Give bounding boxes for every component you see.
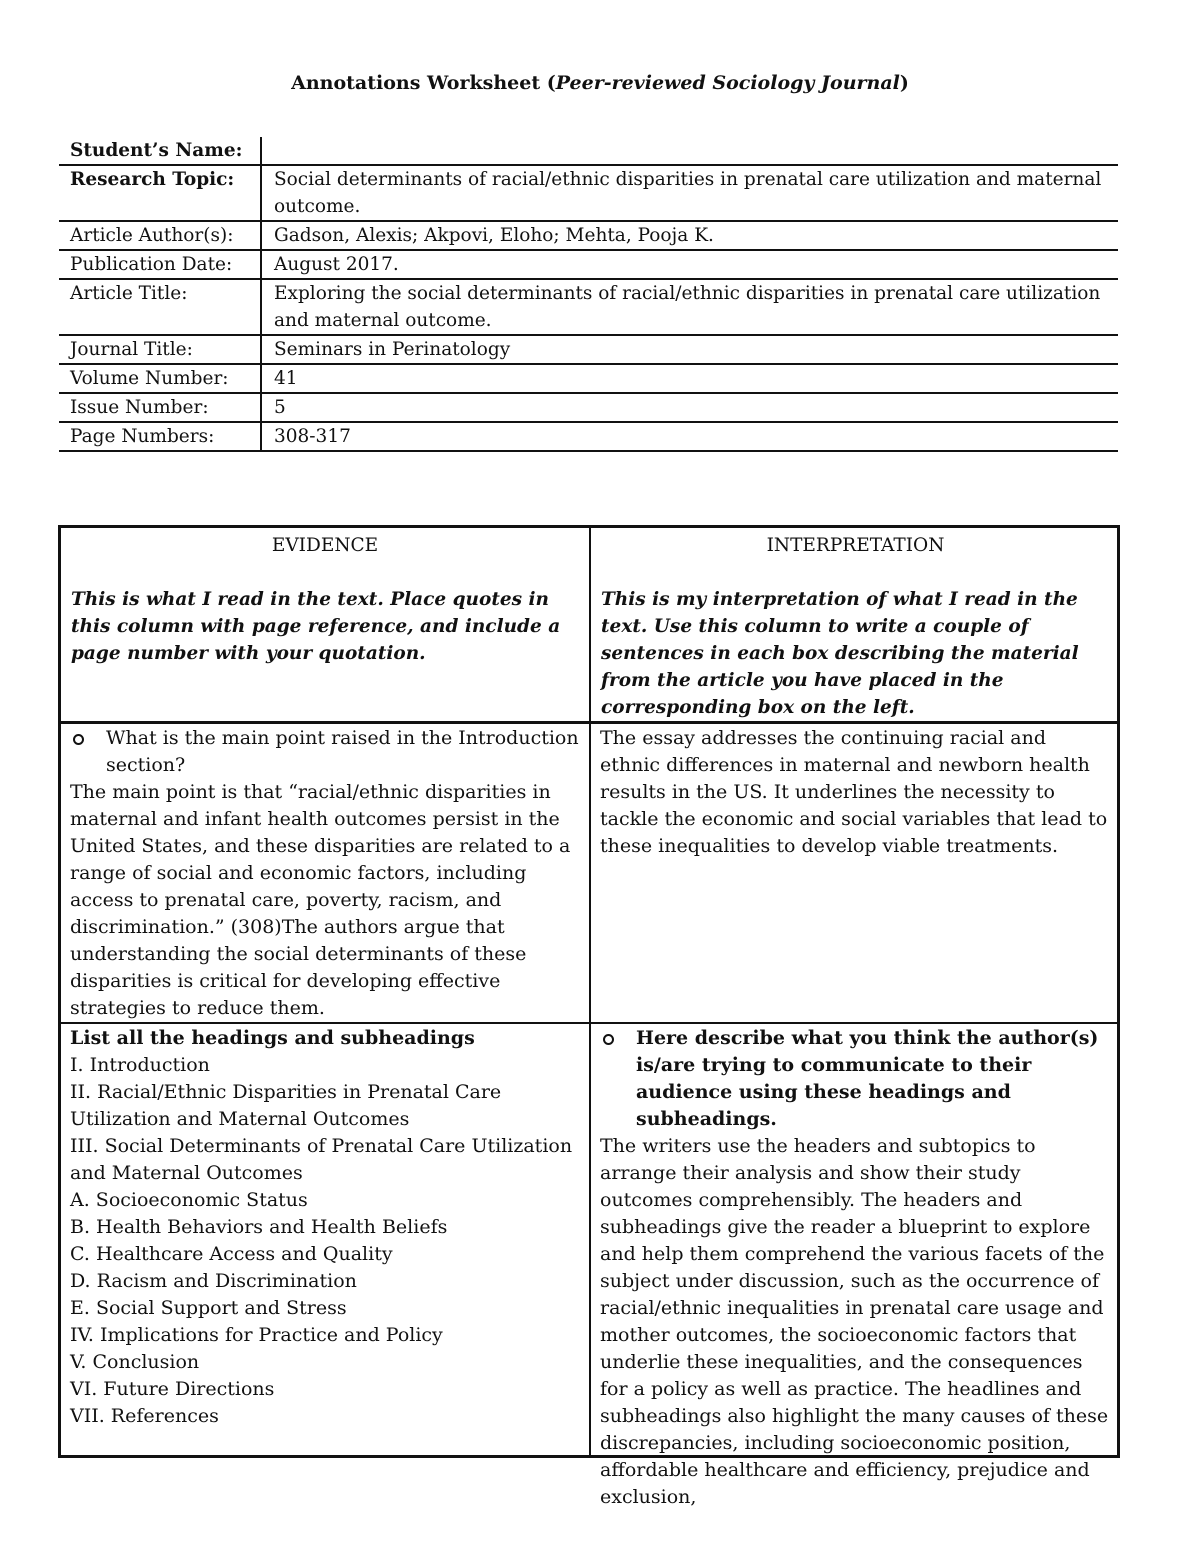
interpretation-intro-cell bbox=[591, 724, 1120, 1022]
headings-prompt bbox=[600, 1025, 1112, 1133]
article-info-table bbox=[59, 137, 1118, 452]
info-label: Article Author(s): bbox=[70, 225, 234, 246]
heading-item: VI. Future Directions bbox=[70, 1378, 275, 1400]
intro-interpretation: The essay addresses the continuing racial and ethnic differences in maternal and newborn health results in the US. It underlines the necessity to tackle the economic and social variables that lead to these inequalities to develop viable treatments. bbox=[600, 727, 1108, 857]
info-row-research-topic bbox=[59, 165, 1118, 221]
headings-title: List all the headings and subheadings bbox=[70, 1027, 475, 1049]
info-label: Publication Date: bbox=[70, 254, 233, 275]
evidence-heading: EVIDENCE bbox=[271, 535, 379, 556]
info-row-publication-date bbox=[59, 250, 1118, 279]
headings-interpretation: The writers use the headers and subtopics to arrange their analysis and show their study outcomes comprehensibly. The headers and subheadings give the reader a blueprint to explore and help them comprehend the various facets of the subject under discussion, such as the occurrence of racial/ethnic inequalities in prenatal care usage and mother outcomes, the socioeconomic factors that underlie these inequalities, and the consequences for a policy as well as practice. The headlines and subheadings also highlight the many causes of these discrepancies, including socioeconomic position, affordable healthcare and efficiency, prejudice and exclusion, bbox=[600, 1135, 1109, 1508]
info-row-issue bbox=[59, 393, 1118, 422]
interpretation-header-cell bbox=[591, 528, 1120, 721]
info-value: Gadson, Alexis; Akpovi, Eloho; Mehta, Pooja K. bbox=[261, 221, 1118, 250]
heading-item: IV. Implications for Practice and Policy bbox=[70, 1324, 443, 1346]
heading-item: I. Introduction bbox=[70, 1054, 210, 1076]
page-title: Annotations Worksheet (Peer-reviewed Sociology Journal) bbox=[291, 72, 909, 94]
heading-item: VII. References bbox=[70, 1405, 219, 1427]
headings-prompt-text: Here describe what you think the author(s) is/are trying to communicate to their audience using these headings and subheadings. bbox=[636, 1027, 1099, 1130]
info-value: August 2017. bbox=[261, 250, 1118, 279]
heading-item: D. Racism and Discrimination bbox=[70, 1270, 357, 1292]
heading-item: B. Health Behaviors and Health Beliefs bbox=[70, 1216, 448, 1238]
info-value bbox=[261, 137, 1118, 165]
info-value: Exploring the social determinants of racial/ethnic disparities in prenatal care utilization and maternal outcome. bbox=[261, 279, 1118, 335]
headings-row bbox=[61, 1024, 1117, 1508]
info-label: Research Topic: bbox=[70, 169, 235, 190]
evidence-description: This is what I read in the text. Place quotes in this column with page reference, and include a page number with your quotation. bbox=[71, 589, 561, 664]
interpretation-headings-cell bbox=[591, 1024, 1120, 1508]
intro-question-text: What is the main point raised in the Introduction section? bbox=[106, 727, 579, 776]
info-row-journal-title bbox=[59, 335, 1118, 364]
heading-item: II. Racial/Ethnic Disparities in Prenatal Care Utilization and Maternal Outcomes bbox=[70, 1081, 502, 1130]
evidence-interpretation-table bbox=[58, 525, 1120, 1508]
evidence-header-cell bbox=[61, 528, 589, 721]
intro-question bbox=[70, 725, 581, 779]
introduction-row bbox=[61, 724, 1117, 1024]
info-value: Seminars in Perinatology bbox=[261, 335, 1118, 364]
info-row-pages bbox=[59, 422, 1118, 451]
intro-answer: The main point is that “racial/ethnic disparities in maternal and infant health outcomes persist in the United States, and these disparities are related to a range of social and economic factors, including access to prenatal care, poverty, racism, and discrimination.” (308)The authors argue that understanding the social determinants of these disparities is critical for developing effective strategies to reduce them. bbox=[70, 781, 571, 1019]
heading-item: III. Social Determinants of Prenatal Care Utilization and Maternal Outcomes bbox=[70, 1135, 573, 1184]
info-label: Volume Number: bbox=[70, 368, 229, 389]
evidence-intro-cell bbox=[61, 724, 589, 1022]
info-value: 5 bbox=[261, 393, 1118, 422]
info-value: 308-317 bbox=[261, 422, 1118, 451]
info-value: Social determinants of racial/ethnic disparities in prenatal care utilization and maternal outcome. bbox=[261, 165, 1118, 221]
interpretation-heading: INTERPRETATION bbox=[766, 535, 945, 556]
info-value: 41 bbox=[261, 364, 1118, 393]
info-row-authors bbox=[59, 221, 1118, 250]
info-label: Issue Number: bbox=[70, 397, 209, 418]
info-row-article-title bbox=[59, 279, 1118, 335]
header-row bbox=[61, 528, 1117, 724]
info-label: Journal Title: bbox=[70, 339, 193, 360]
info-label: Page Numbers: bbox=[70, 426, 215, 447]
info-label: Student’s Name: bbox=[70, 140, 243, 161]
heading-item: E. Social Support and Stress bbox=[70, 1297, 347, 1319]
info-row-volume bbox=[59, 364, 1118, 393]
heading-item: V. Conclusion bbox=[70, 1351, 200, 1373]
hollow-bullet-icon bbox=[73, 734, 84, 745]
heading-item: C. Healthcare Access and Quality bbox=[70, 1243, 393, 1265]
info-label: Article Title: bbox=[70, 283, 188, 304]
info-row-student-name bbox=[59, 137, 1118, 165]
hollow-bullet-icon bbox=[603, 1034, 614, 1045]
evidence-headings-cell bbox=[61, 1024, 589, 1455]
heading-item: A. Socioeconomic Status bbox=[70, 1189, 308, 1211]
interpretation-description: This is my interpretation of what I read in the text. Use this column to write a couple of sentences in each box describing the material from the article you have placed in the corresponding box on the left. bbox=[601, 589, 1079, 718]
